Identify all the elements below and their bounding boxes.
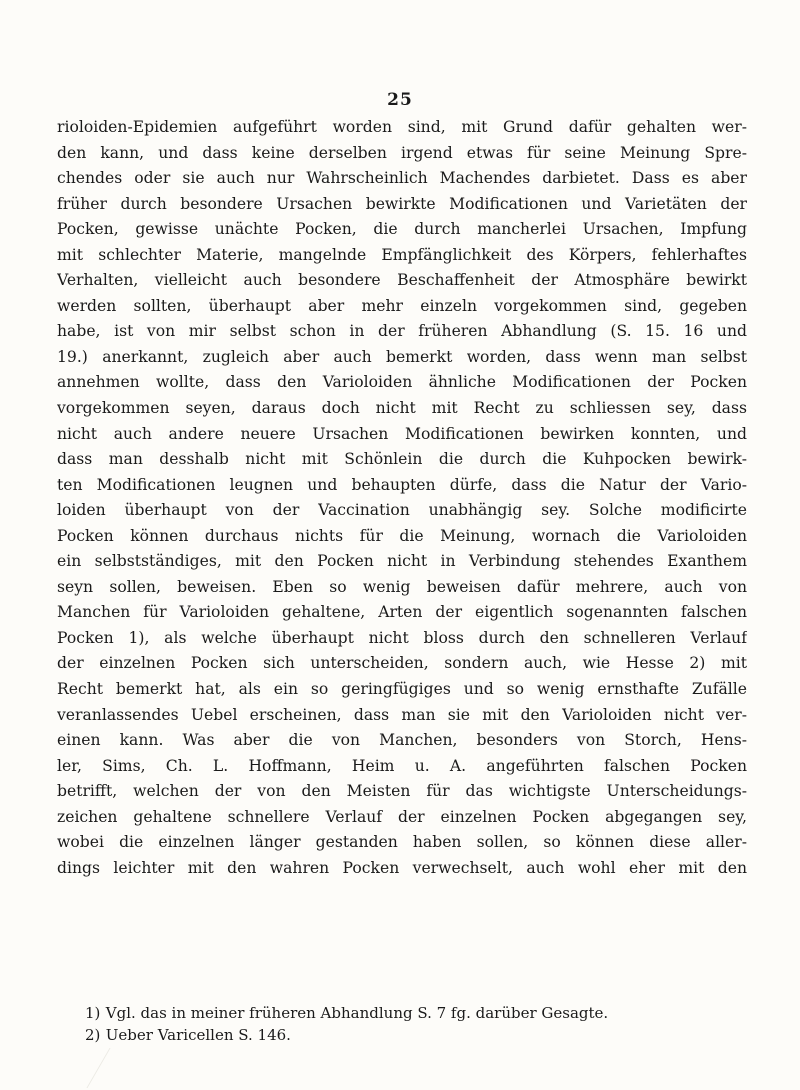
- footnote-text: Vgl. das in meiner früheren Abhandlung S. 7 fg. darüber Gesagte.: [105, 1004, 609, 1022]
- text-line: dings leichter mit den wahren Pocken verwechselt, auch wohl eher mit den: [57, 858, 747, 877]
- footnotes: [85, 1002, 725, 1046]
- text-line: habe, ist von mir selbst schon in der früheren Abhandlung (S. 15. 16 und: [57, 322, 747, 341]
- text-line: früher durch besondere Ursachen bewirkte Modificationen und Varietäten der: [57, 194, 747, 213]
- text-line: der einzelnen Pocken sich unterscheiden, sondern auch, wie Hesse 2) mit: [57, 654, 747, 673]
- text-line: rioloiden-Epidemien aufgeführt worden sind, mit Grund dafür gehalten wer-: [57, 118, 747, 136]
- text-line: ein selbstständiges, mit den Pocken nicht in Verbindung stehendes Exanthem: [57, 552, 747, 571]
- text-line: dass man desshalb nicht mit Schönlein die durch die Kuhpocken bewirk-: [57, 450, 747, 469]
- text-line: Recht bemerkt hat, als ein so geringfügiges und so wenig ernsthafte Zufälle: [57, 680, 747, 699]
- text-line: 19.) anerkannt, zugleich aber auch bemerkt worden, dass wenn man selbst: [57, 347, 747, 366]
- text-line: den kann, und dass keine derselben irgend etwas für seine Meinung Spre-: [57, 143, 747, 162]
- text-line: veranlassendes Uebel erscheinen, dass man sie mit den Varioloiden nicht ver-: [57, 705, 747, 724]
- footnote-number: 2): [85, 1026, 101, 1044]
- text-line: annehmen wollte, dass den Varioloiden ähnliche Modificationen der Pocken: [57, 373, 747, 392]
- text-line: ler, Sims, Ch. L. Hoffmann, Heim u. A. angeführten falschen Pocken: [57, 756, 747, 775]
- text-line: chendes oder sie auch nur Wahrscheinlich Machendes darbietet. Dass es aber: [57, 169, 747, 188]
- text-line: betrifft, welchen der von den Meisten für das wichtigste Unterscheidungs-: [57, 782, 747, 801]
- text-line: Pocken, gewisse unächte Pocken, die durch mancherlei Ursachen, Impfung: [57, 220, 747, 239]
- text-line: zeichen gehaltene schnellere Verlauf der einzelnen Pocken abgegangen sey,: [57, 807, 747, 826]
- text-line: wobei die einzelnen länger gestanden haben sollen, so können diese aller-: [57, 833, 747, 852]
- text-line: werden sollten, überhaupt aber mehr einzeln vorgekommen sind, gegeben: [57, 296, 747, 315]
- page-number: 25: [387, 90, 413, 110]
- text-line: Manchen für Varioloiden gehaltene, Arten der eigentlich sogenannten falschen: [57, 603, 747, 622]
- body-text: [57, 115, 747, 881]
- text-line: nicht auch andere neuere Ursachen Modificationen bewirken konnten, und: [57, 424, 747, 443]
- text-line: seyn sollen, beweisen. Eben so wenig beweisen dafür mehrere, auch von: [57, 577, 747, 596]
- text-line: vorgekommen seyen, daraus doch nicht mit Recht zu schliessen sey, dass: [57, 399, 747, 418]
- text-line: Pocken können durchaus nichts für die Meinung, wornach die Varioloiden: [57, 526, 747, 545]
- text-line: Pocken 1), als welche überhaupt nicht bloss durch den schnelleren Verlauf: [57, 628, 747, 647]
- text-line: Verhalten, vielleicht auch besondere Beschaffenheit der Atmosphäre bewirkt: [57, 271, 747, 290]
- text-line: mit schlechter Materie, mangelnde Empfänglichkeit des Körpers, fehlerhaftes: [57, 245, 747, 264]
- scan-artifact: [86, 1048, 170, 1088]
- footnote: [85, 1002, 725, 1024]
- text-line: ten Modificationen leugnen und behaupten dürfe, dass die Natur der Vario-: [57, 475, 747, 494]
- footnote: [85, 1024, 725, 1046]
- text-line: einen kann. Was aber die von Manchen, besonders von Storch, Hens-: [57, 731, 747, 750]
- footnote-number: 1): [85, 1004, 101, 1022]
- text-line: loiden überhaupt von der Vaccination unabhängig sey. Solche modificirte: [57, 501, 747, 520]
- footnote-text: Ueber Varicellen S. 146.: [105, 1026, 291, 1044]
